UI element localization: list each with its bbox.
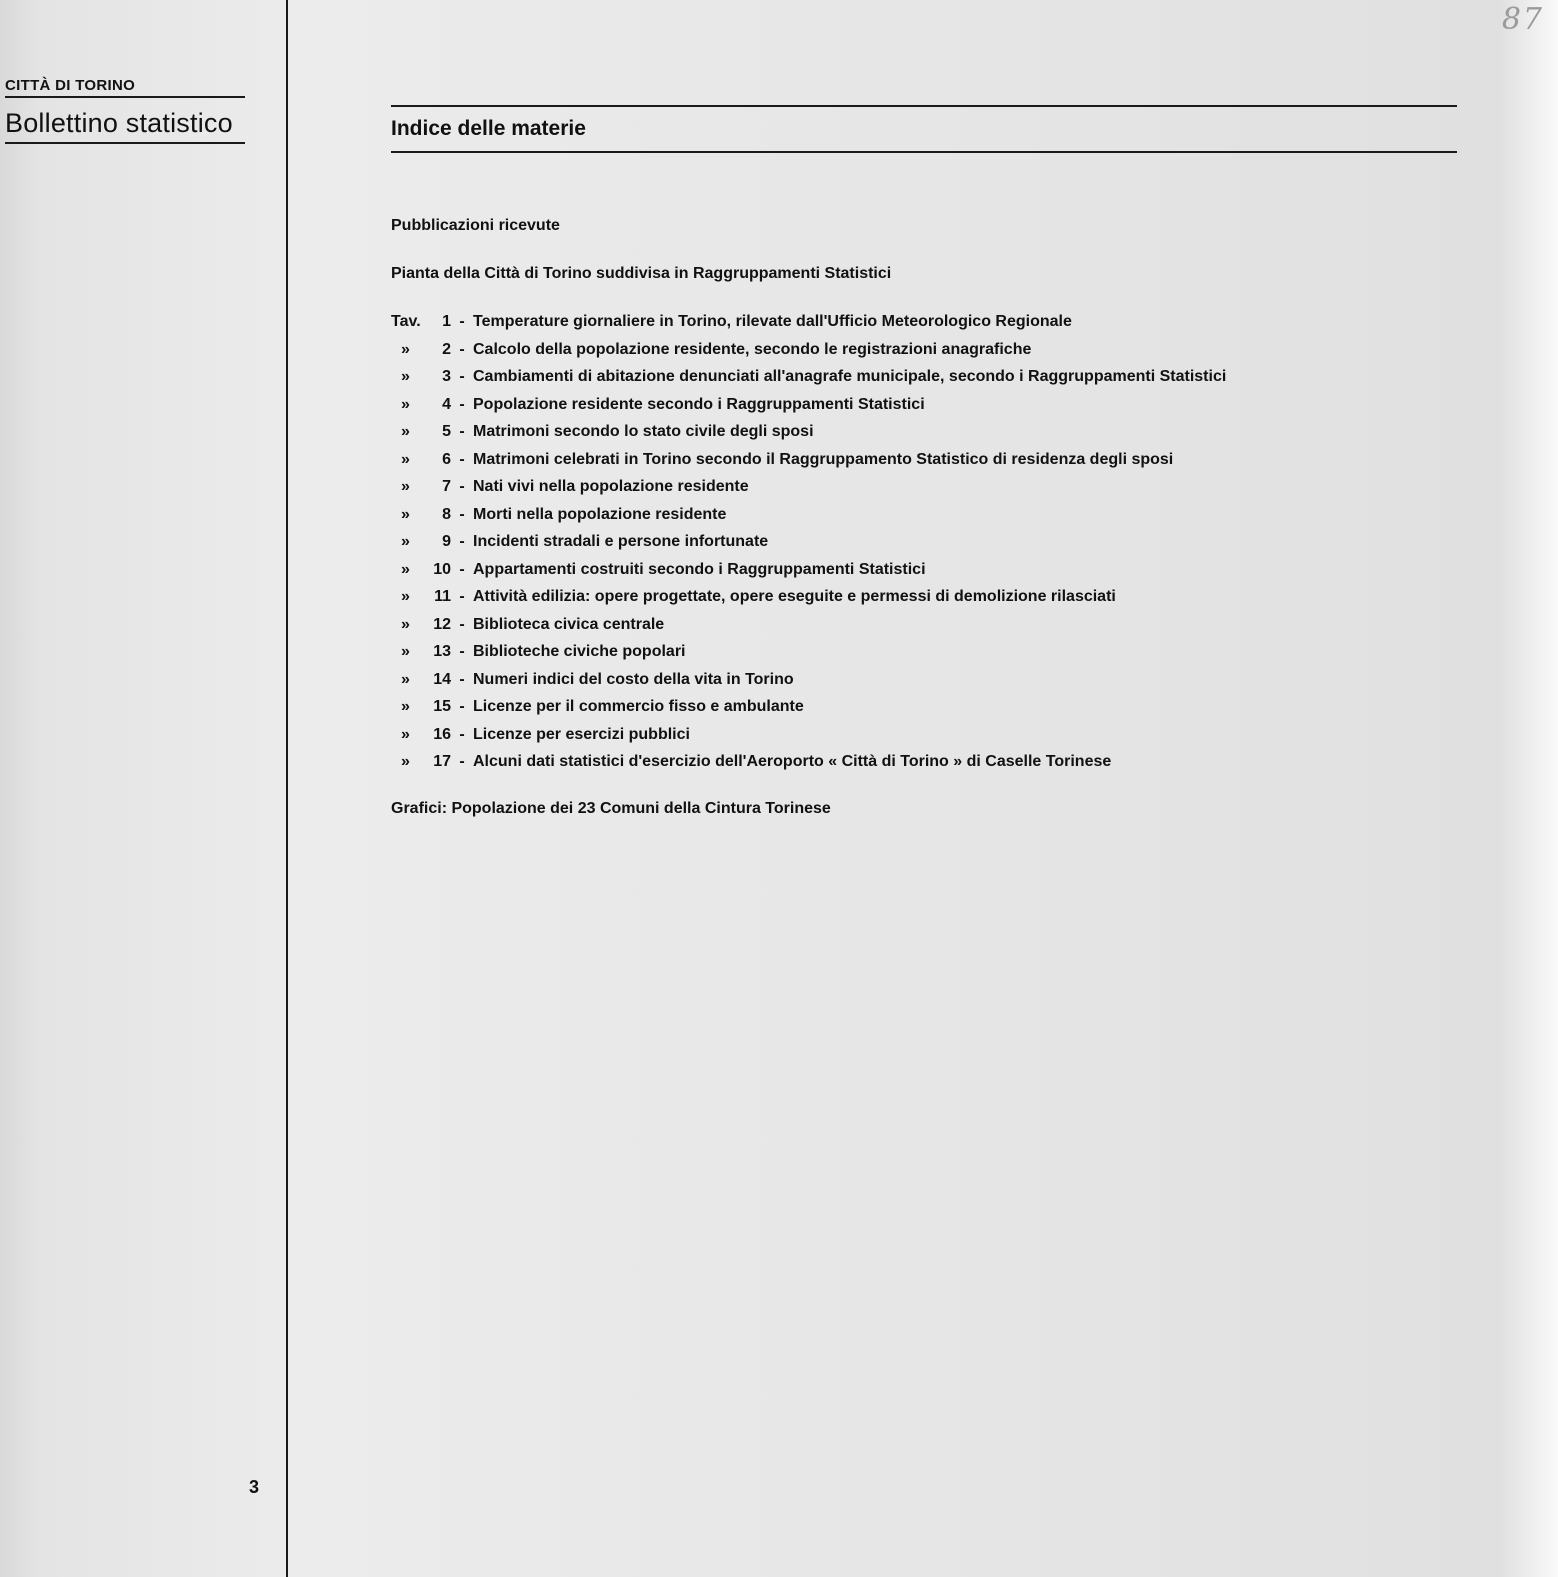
toc-entry-number: 12 <box>433 615 451 633</box>
toc-entry-title: Appartamenti costruiti secondo i Raggruppamenti Statistici <box>473 560 926 578</box>
toc-entry <box>391 368 1226 396</box>
toc-entry-number: 15 <box>433 698 451 715</box>
toc-entry <box>391 451 1226 479</box>
toc-entry-title: Biblioteca civica centrale <box>473 615 665 633</box>
toc-entry-title: Licenze per il commercio fisso e ambulante <box>473 698 804 715</box>
toc-entry-title: Popolazione residente secondo i Raggruppamenti Statistici <box>473 395 925 413</box>
toc-entry-number: 6 <box>442 450 451 468</box>
bulletin-title: Bollettino statistico <box>5 108 233 138</box>
toc-entry-separator: - <box>459 698 465 715</box>
toc-entry <box>391 396 1226 424</box>
toc-entry-prefix: » <box>401 643 410 660</box>
toc-entry-title: Incidenti stradali e persone infortunate <box>473 533 769 550</box>
toc-entry-prefix: » <box>401 450 410 468</box>
toc-entry-number: 1 <box>442 313 451 330</box>
toc-entry <box>391 643 1226 671</box>
table-of-contents <box>391 313 1226 781</box>
toc-entry-prefix: » <box>401 560 410 578</box>
toc-entry-separator: - <box>459 533 465 550</box>
toc-entry-separator: - <box>459 368 465 385</box>
toc-entry-prefix: » <box>401 698 410 715</box>
toc-entry <box>391 753 1226 781</box>
toc-entry-prefix: » <box>401 588 410 605</box>
toc-entry-separator: - <box>459 313 465 330</box>
toc-entry-number: 13 <box>433 643 451 660</box>
toc-entry <box>391 616 1226 644</box>
entry-city-map: Pianta della Città di Torino suddivisa in Raggruppamenti Statistici <box>391 265 892 282</box>
toc-entry-title: Numeri indici del costo della vita in Torino <box>473 670 794 688</box>
toc-entry <box>391 561 1226 589</box>
toc-entry-prefix: » <box>401 533 410 550</box>
toc-entry-title: Alcuni dati statistici d'esercizio dell'Aeroporto « Città di Torino » di Caselle Torinese <box>473 753 1112 770</box>
toc-entry-separator: - <box>459 423 465 440</box>
sidebar <box>0 0 290 1577</box>
toc-entry-number: 10 <box>433 560 451 578</box>
toc-entry <box>391 671 1226 699</box>
toc-entry-separator: - <box>459 615 465 633</box>
toc-entry-separator: - <box>459 588 465 605</box>
toc-entry-title: Calcolo della popolazione residente, secondo le registrazioni anagrafiche <box>473 340 1032 358</box>
toc-entry-prefix: » <box>401 615 410 633</box>
toc-entry-title: Morti nella popolazione residente <box>473 505 727 523</box>
toc-entry-separator: - <box>459 753 465 770</box>
toc-entry-number: 14 <box>433 670 451 688</box>
toc-entry-title: Attività edilizia: opere progettate, opere eseguite e permessi di demolizione rilasciati <box>473 588 1116 605</box>
toc-entry-separator: - <box>459 560 465 578</box>
toc-entry-title: Cambiamenti di abitazione denunciati all'anagrafe municipale, secondo i Raggruppamenti Statistici <box>473 368 1227 385</box>
toc-entry <box>391 423 1226 451</box>
toc-entry-prefix: » <box>401 505 410 523</box>
toc-entry-separator: - <box>459 670 465 688</box>
toc-entry-prefix: » <box>401 753 410 770</box>
title-rule-bottom <box>391 151 1457 153</box>
sidebar-divider-bottom <box>5 142 245 144</box>
toc-entry <box>391 313 1226 341</box>
toc-entry-number: 8 <box>442 505 451 523</box>
vertical-divider <box>286 0 288 1577</box>
handwritten-page-number: 87 <box>1501 2 1544 37</box>
toc-entry-number: 17 <box>433 753 451 770</box>
toc-entry-prefix: » <box>401 725 410 743</box>
toc-entry-number: 11 <box>434 588 451 605</box>
toc-entry-prefix: » <box>401 340 410 358</box>
toc-entry-number: 16 <box>433 725 451 743</box>
sidebar-divider-top <box>5 96 245 98</box>
toc-entry <box>391 341 1226 369</box>
toc-entry-title: Biblioteche civiche popolari <box>473 643 686 660</box>
toc-entry <box>391 478 1226 506</box>
title-rule-top <box>391 105 1457 107</box>
entry-graphs: Grafici: Popolazione dei 23 Comuni della Cintura Torinese <box>391 800 831 817</box>
toc-entry-separator: - <box>459 505 465 523</box>
toc-entry-prefix: » <box>401 395 410 413</box>
toc-entry-prefix: » <box>401 423 410 440</box>
toc-entry-separator: - <box>459 450 465 468</box>
toc-entry-title: Matrimoni secondo lo stato civile degli sposi <box>473 423 814 440</box>
toc-entry-prefix: Tav. <box>391 313 421 330</box>
toc-entry-prefix: » <box>401 670 410 688</box>
toc-entry-title: Licenze per esercizi pubblici <box>473 725 690 743</box>
toc-entry-title: Temperature giornaliere in Torino, rilevate dall'Ufficio Meteorologico Regionale <box>473 313 1072 330</box>
entry-received-publications: Pubblicazioni ricevute <box>391 217 560 234</box>
toc-entry <box>391 726 1226 754</box>
toc-entry <box>391 506 1226 534</box>
toc-entry-number: 4 <box>442 395 451 413</box>
toc-entry-prefix: » <box>401 368 410 385</box>
toc-entry-number: 2 <box>442 340 451 358</box>
toc-entry <box>391 588 1226 616</box>
toc-entry-separator: - <box>459 340 465 358</box>
toc-entry-separator: - <box>459 395 465 413</box>
toc-entry <box>391 698 1226 726</box>
toc-entry-title: Nati vivi nella popolazione residente <box>473 478 749 495</box>
toc-entry <box>391 533 1226 561</box>
page-title: Indice delle materie <box>391 117 586 140</box>
city-name: CITTÀ DI TORINO <box>5 77 136 94</box>
toc-entry-separator: - <box>459 643 465 660</box>
page-number: 3 <box>249 1477 260 1497</box>
toc-entry-separator: - <box>459 478 465 495</box>
toc-entry-number: 9 <box>442 533 451 550</box>
toc-entry-prefix: » <box>401 478 410 495</box>
toc-entry-title: Matrimoni celebrati in Torino secondo il Raggruppamento Statistico di residenza degli sposi <box>473 450 1174 468</box>
toc-entry-number: 7 <box>442 478 451 495</box>
toc-entry-number: 5 <box>442 423 451 440</box>
toc-entry-number: 3 <box>442 368 451 385</box>
toc-entry-separator: - <box>459 725 465 743</box>
